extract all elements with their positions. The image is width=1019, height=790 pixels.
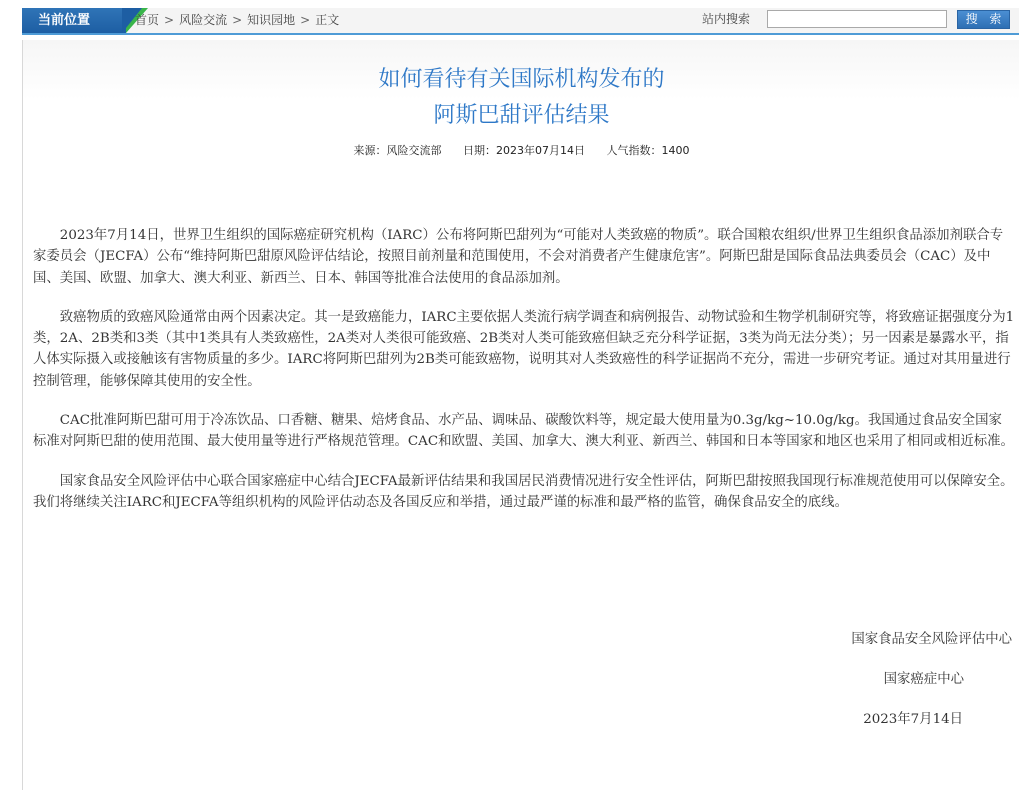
article-paragraph: 2023年7月14日，世界卫生组织的国际癌症研究机构（IARC）公布将阿斯巴甜列为“可能对人类致癌的物质”。联合国粮农组织/世界卫生组织食品添加剂联合专家委员会（JECFA）公布“维持阿斯巴甜原风险评估结论，按照目前剂量和范围使用，不会对消费者产生健康危害”。阿斯巴甜是国际食品法典委员会（CAC）及中国、美国、欧盟、加拿大、澳大利亚、新西兰、日本、韩国等批准合法使用的食品添加剂。	[33, 228, 1004, 286]
article-title-line2: 阿斯巴甜评估结果	[433, 103, 610, 128]
breadcrumb-knowledge[interactable]: 知识园地	[247, 13, 296, 27]
article-views: 人气指数：1400	[606, 144, 690, 157]
article-title-line1: 如何看待有关国际机构发布的	[378, 67, 665, 92]
search-label: 站内搜索	[702, 12, 751, 26]
signature-org-1: 国家食品安全风险评估中心	[851, 632, 1012, 647]
breadcrumb-separator: >	[232, 13, 243, 27]
article-paragraph: 致癌物质的致癌风险通常由两个因素决定。其一是致癌能力，IARC主要依据人类流行病学调查和病例报告、动物试验和生物学机制研究等，将致癌证据强度分为1类，2A、2B类和3类（其中1类具有人类致癌性，2A类对人类很可能致癌、2B类对人类可能致癌但缺乏充分科学证据，3类为尚无法分类）；另一因素是暴露水平，指人体实际摄入或接触该有害物质量的多少。IARC将阿斯巴甜列为2B类可能致癌物，说明其对人类致癌性的科学证据尚不充分，需进一步研究考证。通过对其用量进行控制管理，能够保障其使用的安全性。	[33, 309, 1015, 389]
search-button[interactable]: 搜 索	[957, 10, 1010, 29]
article-paragraph: CAC批准阿斯巴甜可用于冷冻饮品、口香糖、糖果、焙烤食品、水产品、调味品、碳酸饮料等，规定最大使用量为0.3g/kg~10.0g/kg。我国通过食品安全国家标准对阿斯巴甜的使用范围、最大使用量等进行严格规范管理。CAC和欧盟、美国、加拿大、澳大利亚、新西兰、韩国和日本等国家和地区也采用了相同或相近标准。	[33, 413, 1014, 450]
search-input[interactable]	[767, 10, 947, 28]
breadcrumb-current: 正文	[315, 13, 340, 27]
article-paragraph: 国家食品安全风险评估中心联合国家癌症中心结合JECFA最新评估结果和我国居民消费情况进行安全性评估，阿斯巴甜按照我国现行标准规范使用可以保障安全。我们将继续关注IARC和JECFA等组织机构的风险评估动态及各国反应和举措，通过最严谨的标准和最严格的监管，确保食品安全的底线。	[33, 473, 1014, 510]
breadcrumb-risk-communication[interactable]: 风险交流	[179, 13, 228, 27]
signature-org-2: 国家癌症中心	[883, 672, 964, 687]
top-nav-bar	[22, 8, 1019, 35]
breadcrumb-separator: >	[164, 13, 175, 27]
article-body	[33, 225, 1015, 531]
article-source: 来源：风险交流部	[353, 144, 442, 157]
signature-date: 2023年7月14日	[863, 712, 963, 727]
article-date: 日期：2023年07月14日	[463, 144, 585, 157]
article-panel	[22, 40, 1019, 790]
article-meta	[23, 142, 1019, 158]
breadcrumb-home[interactable]: 首页	[135, 13, 160, 27]
breadcrumb	[135, 8, 339, 33]
breadcrumb-separator: >	[300, 13, 311, 27]
location-tab: 当前位置	[22, 8, 126, 33]
